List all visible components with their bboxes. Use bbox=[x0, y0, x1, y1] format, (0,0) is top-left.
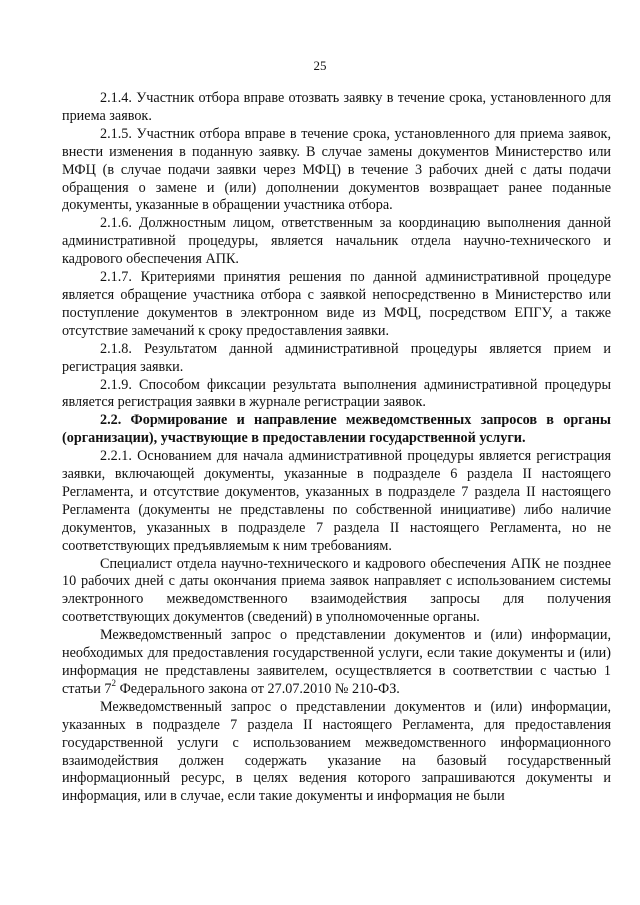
superscript: 2 bbox=[111, 678, 117, 689]
paragraph-2-1-6: 2.1.6. Должностным лицом, ответственным за координацию выполнения данной административной процедуры, является начальник отдела научно-технического и кадрового обеспечения АПК. bbox=[62, 215, 611, 268]
paragraph-2-1-5: 2.1.5. Участник отбора вправе в течение срока, установленного для приема заявок, внести изменения в поданную заявку. В случае замены документов Министерство или МФЦ (в случае подачи заявки через МФЦ) в течение 3 рабочих дней с даты подачи обращения о замене и (или) дополнении документов возвращает ранее поданные документы, указанные в обращении участника отбора. bbox=[62, 125, 611, 214]
document-body bbox=[62, 90, 611, 806]
section-heading-2-2: 2.2. Формирование и направление межведомственных запросов в органы (организации), участвующие в предоставлении государственной услуги. bbox=[62, 412, 611, 447]
paragraph-2-1-4: 2.1.4. Участник отбора вправе отозвать заявку в течение срока, установленного для приема заявок. bbox=[62, 90, 611, 124]
paragraph-text: Межведомственный запрос о представлении документов и (или) информации, необходимых для предоставления государственной услуги, если такие документы и (или) информация не представлены заявителем, осуществляется в соответствии с частью 1 статьи 7 bbox=[62, 627, 611, 697]
paragraph-specialist: Специалист отдела научно-технического и кадрового обеспечения АПК не позднее 10 рабочих дней с даты окончания приема заявок направляет с использованием системы электронного межведомственного взаимодействия запросы для получения соответствующих документов (сведений) в уполномоченные органы. bbox=[62, 555, 611, 626]
paragraph-interagency-request-1 bbox=[62, 627, 611, 699]
paragraph-2-1-8: 2.1.8. Результатом данной административной процедуры является прием и регистрация заявки. bbox=[62, 340, 611, 375]
paragraph-text-cont: Федерального закона от 27.07.2010 № 210-ФЗ. bbox=[116, 680, 400, 697]
paragraph-2-1-7: 2.1.7. Критериями принятия решения по данной административной процедуре является обращение участника отбора с заявкой непосредственно в Министерство или поступление документов в электронном виде из МФЦ, посредством ЕПГУ, а также отсутствие замечаний к сроку предоставления заявки. bbox=[62, 269, 611, 339]
paragraph-interagency-request-2: Межведомственный запрос о представлении документов и (или) информации, указанных в подразделе 7 раздела II настоящего Регламента, для предоставления государственной услуги с использованием межведомственного информационного взаимодействия должен содержать указание на базовый государственный информационный ресурс, в целях ведения которого запрашиваются документы и информация, или в случае, если такие документы и информация не были bbox=[62, 698, 611, 805]
paragraph-2-2-1: 2.2.1. Основанием для начала административной процедуры является регистрация заявки, включающей документы, указанные в подразделе 6 раздела II настоящего Регламента, и отсутствие документов, указанных в подразделе 7 раздела II настоящего Регламента (документы не представлены по собственной инициативе) либо наличие документов, указанных в подразделе 7 раздела II настоящего Регламента, но не соответствующих предъявляемым к ним требованиям. bbox=[62, 448, 611, 554]
page-number: 25 bbox=[313, 58, 327, 73]
paragraph-2-1-9: 2.1.9. Способом фиксации результата выполнения административной процедуры является регистрация заявки в журнале регистрации заявок. bbox=[62, 376, 611, 411]
